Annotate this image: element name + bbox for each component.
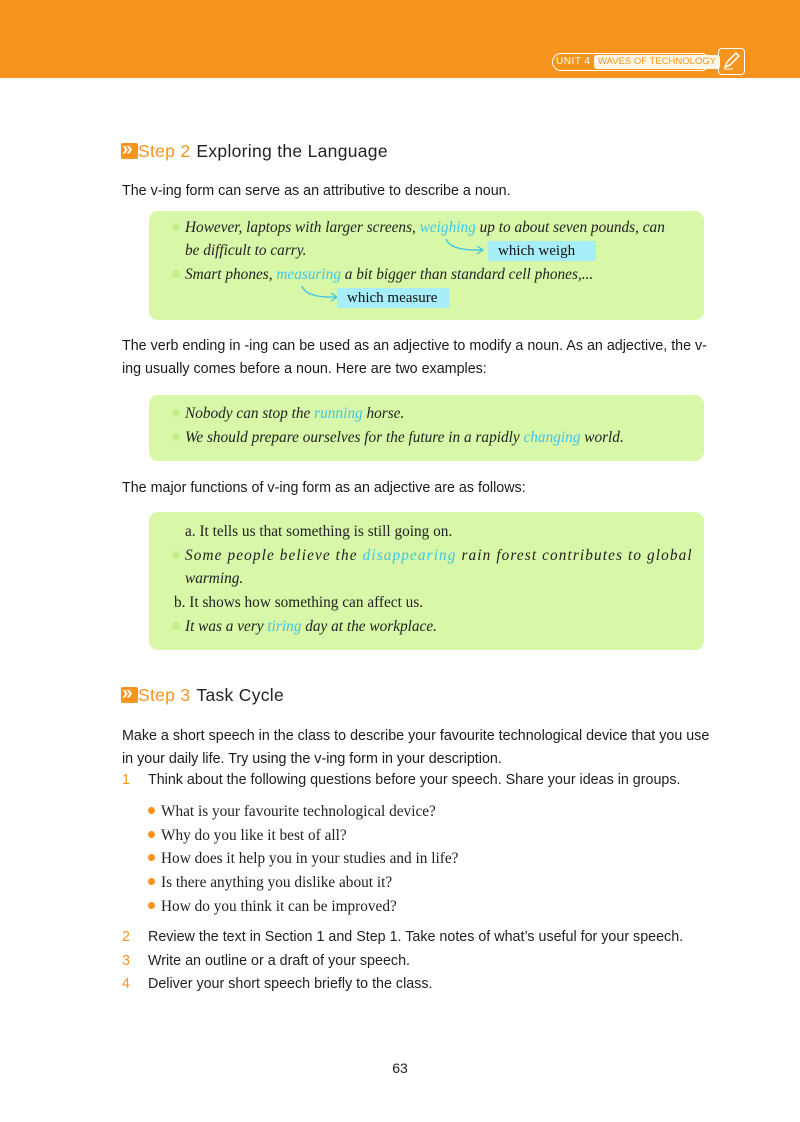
pen-icon [718,48,745,75]
function-a: a. It tells us that something is still going on. [185,523,453,540]
double-chevron-icon [121,143,138,159]
step3-number: Step 3 [138,685,191,705]
example-1-line-1: However, laptops with larger screens, weighing up to about seven pounds, can [172,219,665,237]
example-4: We should prepare ourselves for the future in a rapidly changing world. [172,429,624,447]
step2-intro: The v-ing form can serve as an attributive to describe a noun. [122,183,511,199]
bullet-icon [148,902,155,909]
bullet-icon [148,807,155,814]
task-item: 3 Write an outline or a draft of your speech. [122,953,410,969]
highlight-word: changing [523,429,581,446]
highlight-word: weighing [419,219,476,236]
bullet-icon [172,433,180,441]
bullet-icon [172,622,180,630]
task-item: 2 Review the text in Section 1 and Step 1. Take notes of what’s useful for your speech. [122,929,684,945]
question-item: Is there anything you dislike about it? [148,874,392,892]
bullet-icon [172,409,180,417]
arrow-icon [300,284,342,304]
example-5-line-2: warming. [185,570,244,587]
function-b: b. It shows how something can affect us. [174,594,424,611]
example-5-line-1: Some people believe the disappearing rain forest contributes to global [172,547,693,565]
example-2-line-1: Smart phones, measuring a bit bigger than standard cell phones,... [172,266,593,284]
step3-intro: Make a short speech in the class to describe your favourite technological device that you use in your daily life. Try using the v-ing form in your description. [122,728,710,767]
question-item: Why do you like it best of all? [148,827,347,845]
bullet-icon [148,878,155,885]
bullet-icon [172,223,180,231]
arrow-icon [444,237,486,257]
question-item: How do you think it can be improved? [148,898,397,916]
task-item: 1 Think about the following questions before your speech. Share your ideas in groups. [122,772,681,788]
step3-heading [121,685,284,706]
step2-title: Exploring the Language [196,141,388,161]
bullet-icon [148,854,155,861]
note-which-weigh: which weigh [488,241,596,261]
step2-number: Step 2 [138,141,191,161]
page-number: 63 [392,1060,408,1076]
unit-title: WAVES OF TECHNOLOGY [594,55,720,69]
highlight-word: tiring [267,618,302,635]
step3-title: Task Cycle [196,685,285,705]
step2-paragraph-2: The verb ending in -ing can be used as an adjective to modify a noun. As an adjective, the v-ing usually comes before a noun. Here are two examples: [122,338,707,377]
step2-paragraph-3: The major functions of v-ing form as an adjective are as follows: [122,480,526,496]
bullet-icon [172,270,180,278]
example-3: Nobody can stop the running horse. [172,405,404,423]
highlight-word: measuring [276,266,341,283]
step2-heading [121,141,388,162]
bullet-icon [148,831,155,838]
example-1-line-2: be difficult to carry. [185,242,307,259]
double-chevron-icon [121,687,138,703]
highlight-word: disappearing [362,547,457,564]
task-item: 4 Deliver your short speech briefly to the class. [122,976,433,992]
unit-label: UNIT 4 [556,56,591,67]
bullet-icon [172,551,180,559]
note-which-measure: which measure [337,288,449,308]
highlight-word: running [314,405,363,422]
question-item: How does it help you in your studies and in life? [148,850,458,868]
question-item: What is your favourite technological device? [148,803,436,821]
example-6: It was a very tiring day at the workplace. [172,618,437,636]
